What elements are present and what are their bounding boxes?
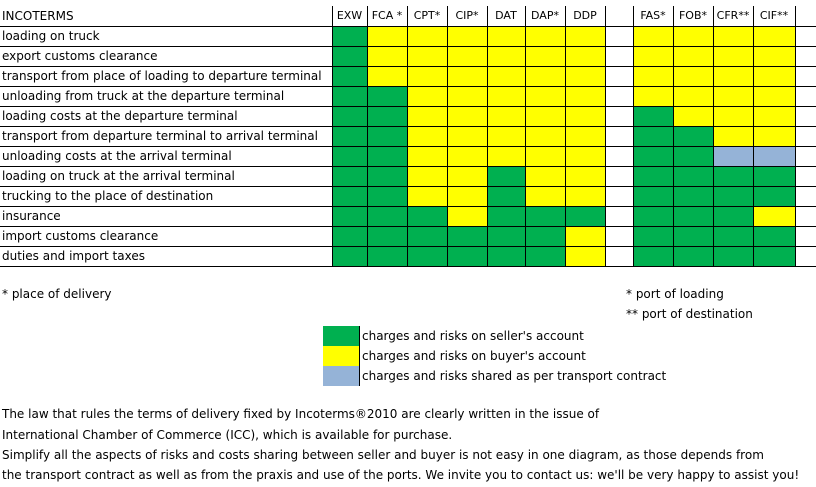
matrix-cell bbox=[673, 226, 713, 246]
legend-text-shared: charges and risks shared as per transport contract bbox=[362, 369, 667, 383]
matrix-cell bbox=[407, 66, 447, 86]
paragraph-line: The law that rules the terms of delivery fixed by Incoterms®2010 are clearly written in the issue of bbox=[2, 407, 600, 421]
matrix-cell bbox=[565, 246, 605, 266]
matrix-cell bbox=[713, 146, 753, 166]
matrix-cell bbox=[447, 46, 487, 66]
grid-col-line bbox=[633, 6, 634, 266]
grid-row-line bbox=[0, 46, 816, 47]
matrix-cell bbox=[633, 206, 673, 226]
row-label: loading costs at the departure terminal bbox=[2, 109, 238, 123]
matrix-cell bbox=[713, 226, 753, 246]
matrix-cell bbox=[447, 206, 487, 226]
matrix-cell bbox=[673, 186, 713, 206]
matrix-cell bbox=[713, 206, 753, 226]
matrix-cell bbox=[487, 206, 525, 226]
grid-row-line bbox=[0, 26, 816, 27]
column-header: CIP* bbox=[455, 9, 479, 22]
matrix-cell bbox=[713, 186, 753, 206]
matrix-cell bbox=[487, 226, 525, 246]
matrix-cell bbox=[565, 66, 605, 86]
matrix-cell bbox=[332, 126, 367, 146]
column-header: DDP bbox=[573, 9, 597, 22]
matrix-cell bbox=[332, 26, 367, 46]
column-header: CPT* bbox=[413, 9, 441, 22]
grid-row-line bbox=[0, 266, 816, 267]
matrix-cell bbox=[753, 46, 795, 66]
matrix-cell bbox=[633, 126, 673, 146]
matrix-cell bbox=[713, 26, 753, 46]
matrix-cell bbox=[447, 86, 487, 106]
matrix-cell bbox=[367, 86, 407, 106]
matrix-cell bbox=[332, 226, 367, 246]
matrix-cell bbox=[565, 166, 605, 186]
matrix-cell bbox=[367, 206, 407, 226]
matrix-cell bbox=[332, 206, 367, 226]
column-header: DAP* bbox=[531, 9, 559, 22]
column-header: FAS* bbox=[640, 9, 666, 22]
matrix-cell bbox=[367, 126, 407, 146]
row-label: insurance bbox=[2, 209, 61, 223]
matrix-cell bbox=[673, 206, 713, 226]
matrix-cell bbox=[332, 106, 367, 126]
row-label: unloading from truck at the departure terminal bbox=[2, 89, 285, 103]
grid-row-line bbox=[0, 246, 816, 247]
matrix-cell bbox=[447, 106, 487, 126]
matrix-cell bbox=[633, 66, 673, 86]
matrix-cell bbox=[633, 246, 673, 266]
matrix-cell bbox=[367, 146, 407, 166]
matrix-cell bbox=[367, 26, 407, 46]
matrix-cell bbox=[367, 106, 407, 126]
matrix-cell bbox=[713, 246, 753, 266]
row-label: trucking to the place of destination bbox=[2, 189, 214, 203]
matrix-cell bbox=[565, 226, 605, 246]
grid-col-line bbox=[565, 6, 566, 266]
legend-text-seller: charges and risks on seller's account bbox=[362, 329, 584, 343]
grid-col-line bbox=[332, 6, 333, 266]
matrix-cell bbox=[447, 126, 487, 146]
legend-swatch-shared bbox=[323, 366, 359, 386]
matrix-cell bbox=[367, 226, 407, 246]
matrix-cell bbox=[332, 66, 367, 86]
legend-swatch-seller bbox=[323, 326, 359, 346]
column-header: CFR** bbox=[716, 9, 750, 22]
grid-col-line bbox=[447, 6, 448, 266]
grid-row-line bbox=[0, 66, 816, 67]
matrix-cell bbox=[487, 86, 525, 106]
matrix-cell bbox=[565, 186, 605, 206]
matrix-cell bbox=[633, 46, 673, 66]
matrix-cell bbox=[713, 166, 753, 186]
matrix-cell bbox=[332, 186, 367, 206]
matrix-cell bbox=[565, 106, 605, 126]
matrix-cell bbox=[407, 146, 447, 166]
matrix-cell bbox=[565, 26, 605, 46]
matrix-cell bbox=[525, 66, 565, 86]
column-header: CIF** bbox=[759, 9, 789, 22]
legend-text-buyer: charges and risks on buyer's account bbox=[362, 349, 586, 363]
matrix-cell bbox=[753, 66, 795, 86]
note-port-of-loading: * port of loading bbox=[626, 287, 724, 301]
matrix-cell bbox=[525, 106, 565, 126]
matrix-cell bbox=[673, 146, 713, 166]
grid-col-line bbox=[713, 6, 714, 266]
grid-row-line bbox=[0, 146, 816, 147]
matrix-cell bbox=[713, 106, 753, 126]
matrix-cell bbox=[487, 106, 525, 126]
matrix-cell bbox=[565, 46, 605, 66]
matrix-cell bbox=[447, 146, 487, 166]
matrix-cell bbox=[673, 46, 713, 66]
matrix-cell bbox=[753, 146, 795, 166]
matrix-cell bbox=[487, 166, 525, 186]
matrix-cell bbox=[565, 146, 605, 166]
matrix-cell bbox=[525, 46, 565, 66]
matrix-cell bbox=[673, 26, 713, 46]
grid-col-line bbox=[525, 6, 526, 266]
grid-row-line bbox=[0, 166, 816, 167]
matrix-cell bbox=[673, 246, 713, 266]
matrix-cell bbox=[633, 106, 673, 126]
matrix-cell bbox=[565, 126, 605, 146]
matrix-cell bbox=[525, 86, 565, 106]
matrix-cell bbox=[367, 186, 407, 206]
grid-col-line bbox=[673, 6, 674, 266]
matrix-cell bbox=[407, 126, 447, 146]
matrix-cell bbox=[753, 246, 795, 266]
matrix-cell bbox=[332, 86, 367, 106]
matrix-cell bbox=[407, 246, 447, 266]
paragraph-line: Simplify all the aspects of risks and costs sharing between seller and buyer is not easy in one diagram, as those depends from bbox=[2, 448, 764, 462]
matrix-cell bbox=[673, 106, 713, 126]
matrix-cell bbox=[713, 86, 753, 106]
row-label: duties and import taxes bbox=[2, 249, 145, 263]
matrix-cell bbox=[525, 206, 565, 226]
matrix-cell bbox=[713, 66, 753, 86]
matrix-cell bbox=[633, 226, 673, 246]
matrix-cell bbox=[673, 66, 713, 86]
matrix-cell bbox=[447, 66, 487, 86]
matrix-cell bbox=[673, 166, 713, 186]
column-header: FCA * bbox=[371, 9, 403, 22]
matrix-cell bbox=[487, 26, 525, 46]
row-label: export customs clearance bbox=[2, 49, 158, 63]
matrix-cell bbox=[447, 26, 487, 46]
matrix-cell bbox=[525, 146, 565, 166]
matrix-cell bbox=[407, 86, 447, 106]
matrix-cell bbox=[565, 206, 605, 226]
matrix-cell bbox=[407, 46, 447, 66]
grid-col-line bbox=[795, 6, 796, 266]
note-place-of-delivery: * place of delivery bbox=[2, 287, 112, 301]
matrix-cell bbox=[525, 226, 565, 246]
matrix-cell bbox=[753, 106, 795, 126]
matrix-cell bbox=[633, 186, 673, 206]
matrix-cell bbox=[633, 146, 673, 166]
grid-row-line bbox=[0, 186, 816, 187]
matrix-cell bbox=[673, 126, 713, 146]
matrix-cell bbox=[332, 146, 367, 166]
matrix-cell bbox=[487, 146, 525, 166]
matrix-cell bbox=[487, 126, 525, 146]
grid-col-line bbox=[407, 6, 408, 266]
row-label: transport from departure terminal to arrival terminal bbox=[2, 129, 318, 143]
matrix-cell bbox=[367, 66, 407, 86]
matrix-cell bbox=[633, 166, 673, 186]
grid-row-line bbox=[0, 106, 816, 107]
grid-col-line bbox=[753, 6, 754, 266]
grid-col-line bbox=[367, 6, 368, 266]
column-header: EXW bbox=[336, 9, 363, 22]
matrix-cell bbox=[367, 246, 407, 266]
matrix-cell bbox=[753, 186, 795, 206]
paragraph-line: the transport contract as well as from the praxis and use of the ports. We invite you to contact us: we'll be very happy to assist you! bbox=[2, 468, 800, 482]
matrix-cell bbox=[447, 186, 487, 206]
matrix-cell bbox=[407, 226, 447, 246]
matrix-cell bbox=[487, 246, 525, 266]
matrix-cell bbox=[487, 46, 525, 66]
matrix-cell bbox=[407, 186, 447, 206]
matrix-cell bbox=[332, 166, 367, 186]
matrix-cell bbox=[565, 86, 605, 106]
corner-label: INCOTERMS bbox=[2, 9, 74, 23]
matrix-cell bbox=[447, 226, 487, 246]
row-label: loading on truck bbox=[2, 29, 100, 43]
row-label: import customs clearance bbox=[2, 229, 159, 243]
matrix-cell bbox=[407, 26, 447, 46]
matrix-cell bbox=[487, 186, 525, 206]
matrix-cell bbox=[407, 206, 447, 226]
grid-row-line bbox=[0, 86, 816, 87]
matrix-cell bbox=[407, 106, 447, 126]
matrix-cell bbox=[367, 166, 407, 186]
matrix-cell bbox=[713, 126, 753, 146]
note-port-of-destination: ** port of destination bbox=[626, 307, 753, 321]
row-label: unloading costs at the arrival terminal bbox=[2, 149, 232, 163]
matrix-cell bbox=[525, 186, 565, 206]
legend-divider bbox=[359, 326, 360, 386]
column-header: FOB* bbox=[678, 9, 708, 22]
matrix-cell bbox=[487, 66, 525, 86]
row-label: transport from place of loading to departure terminal bbox=[2, 69, 322, 83]
matrix-cell bbox=[633, 26, 673, 46]
grid-row-line bbox=[0, 206, 816, 207]
matrix-cell bbox=[753, 86, 795, 106]
matrix-cell bbox=[407, 166, 447, 186]
matrix-cell bbox=[753, 126, 795, 146]
matrix-cell bbox=[332, 246, 367, 266]
matrix-cell bbox=[753, 166, 795, 186]
grid-row-line bbox=[0, 126, 816, 127]
matrix-cell bbox=[525, 26, 565, 46]
matrix-cell bbox=[332, 46, 367, 66]
matrix-cell bbox=[525, 246, 565, 266]
matrix-cell bbox=[367, 46, 407, 66]
grid-row-line bbox=[0, 226, 816, 227]
grid-col-line bbox=[487, 6, 488, 266]
matrix-cell bbox=[753, 206, 795, 226]
row-label: loading on truck at the arrival terminal bbox=[2, 169, 235, 183]
legend-swatch-buyer bbox=[323, 346, 359, 366]
grid-col-line bbox=[605, 6, 606, 266]
matrix-cell bbox=[525, 126, 565, 146]
matrix-cell bbox=[525, 166, 565, 186]
grid-top-line bbox=[0, 6, 816, 7]
paragraph-line: International Chamber of Commerce (ICC), which is available for purchase. bbox=[2, 428, 453, 442]
matrix-cell bbox=[753, 26, 795, 46]
matrix-cell bbox=[753, 226, 795, 246]
matrix-cell bbox=[447, 166, 487, 186]
column-header: DAT bbox=[495, 9, 517, 22]
matrix-cell bbox=[713, 46, 753, 66]
matrix-cell bbox=[673, 86, 713, 106]
matrix-cell bbox=[447, 246, 487, 266]
matrix-cell bbox=[633, 86, 673, 106]
